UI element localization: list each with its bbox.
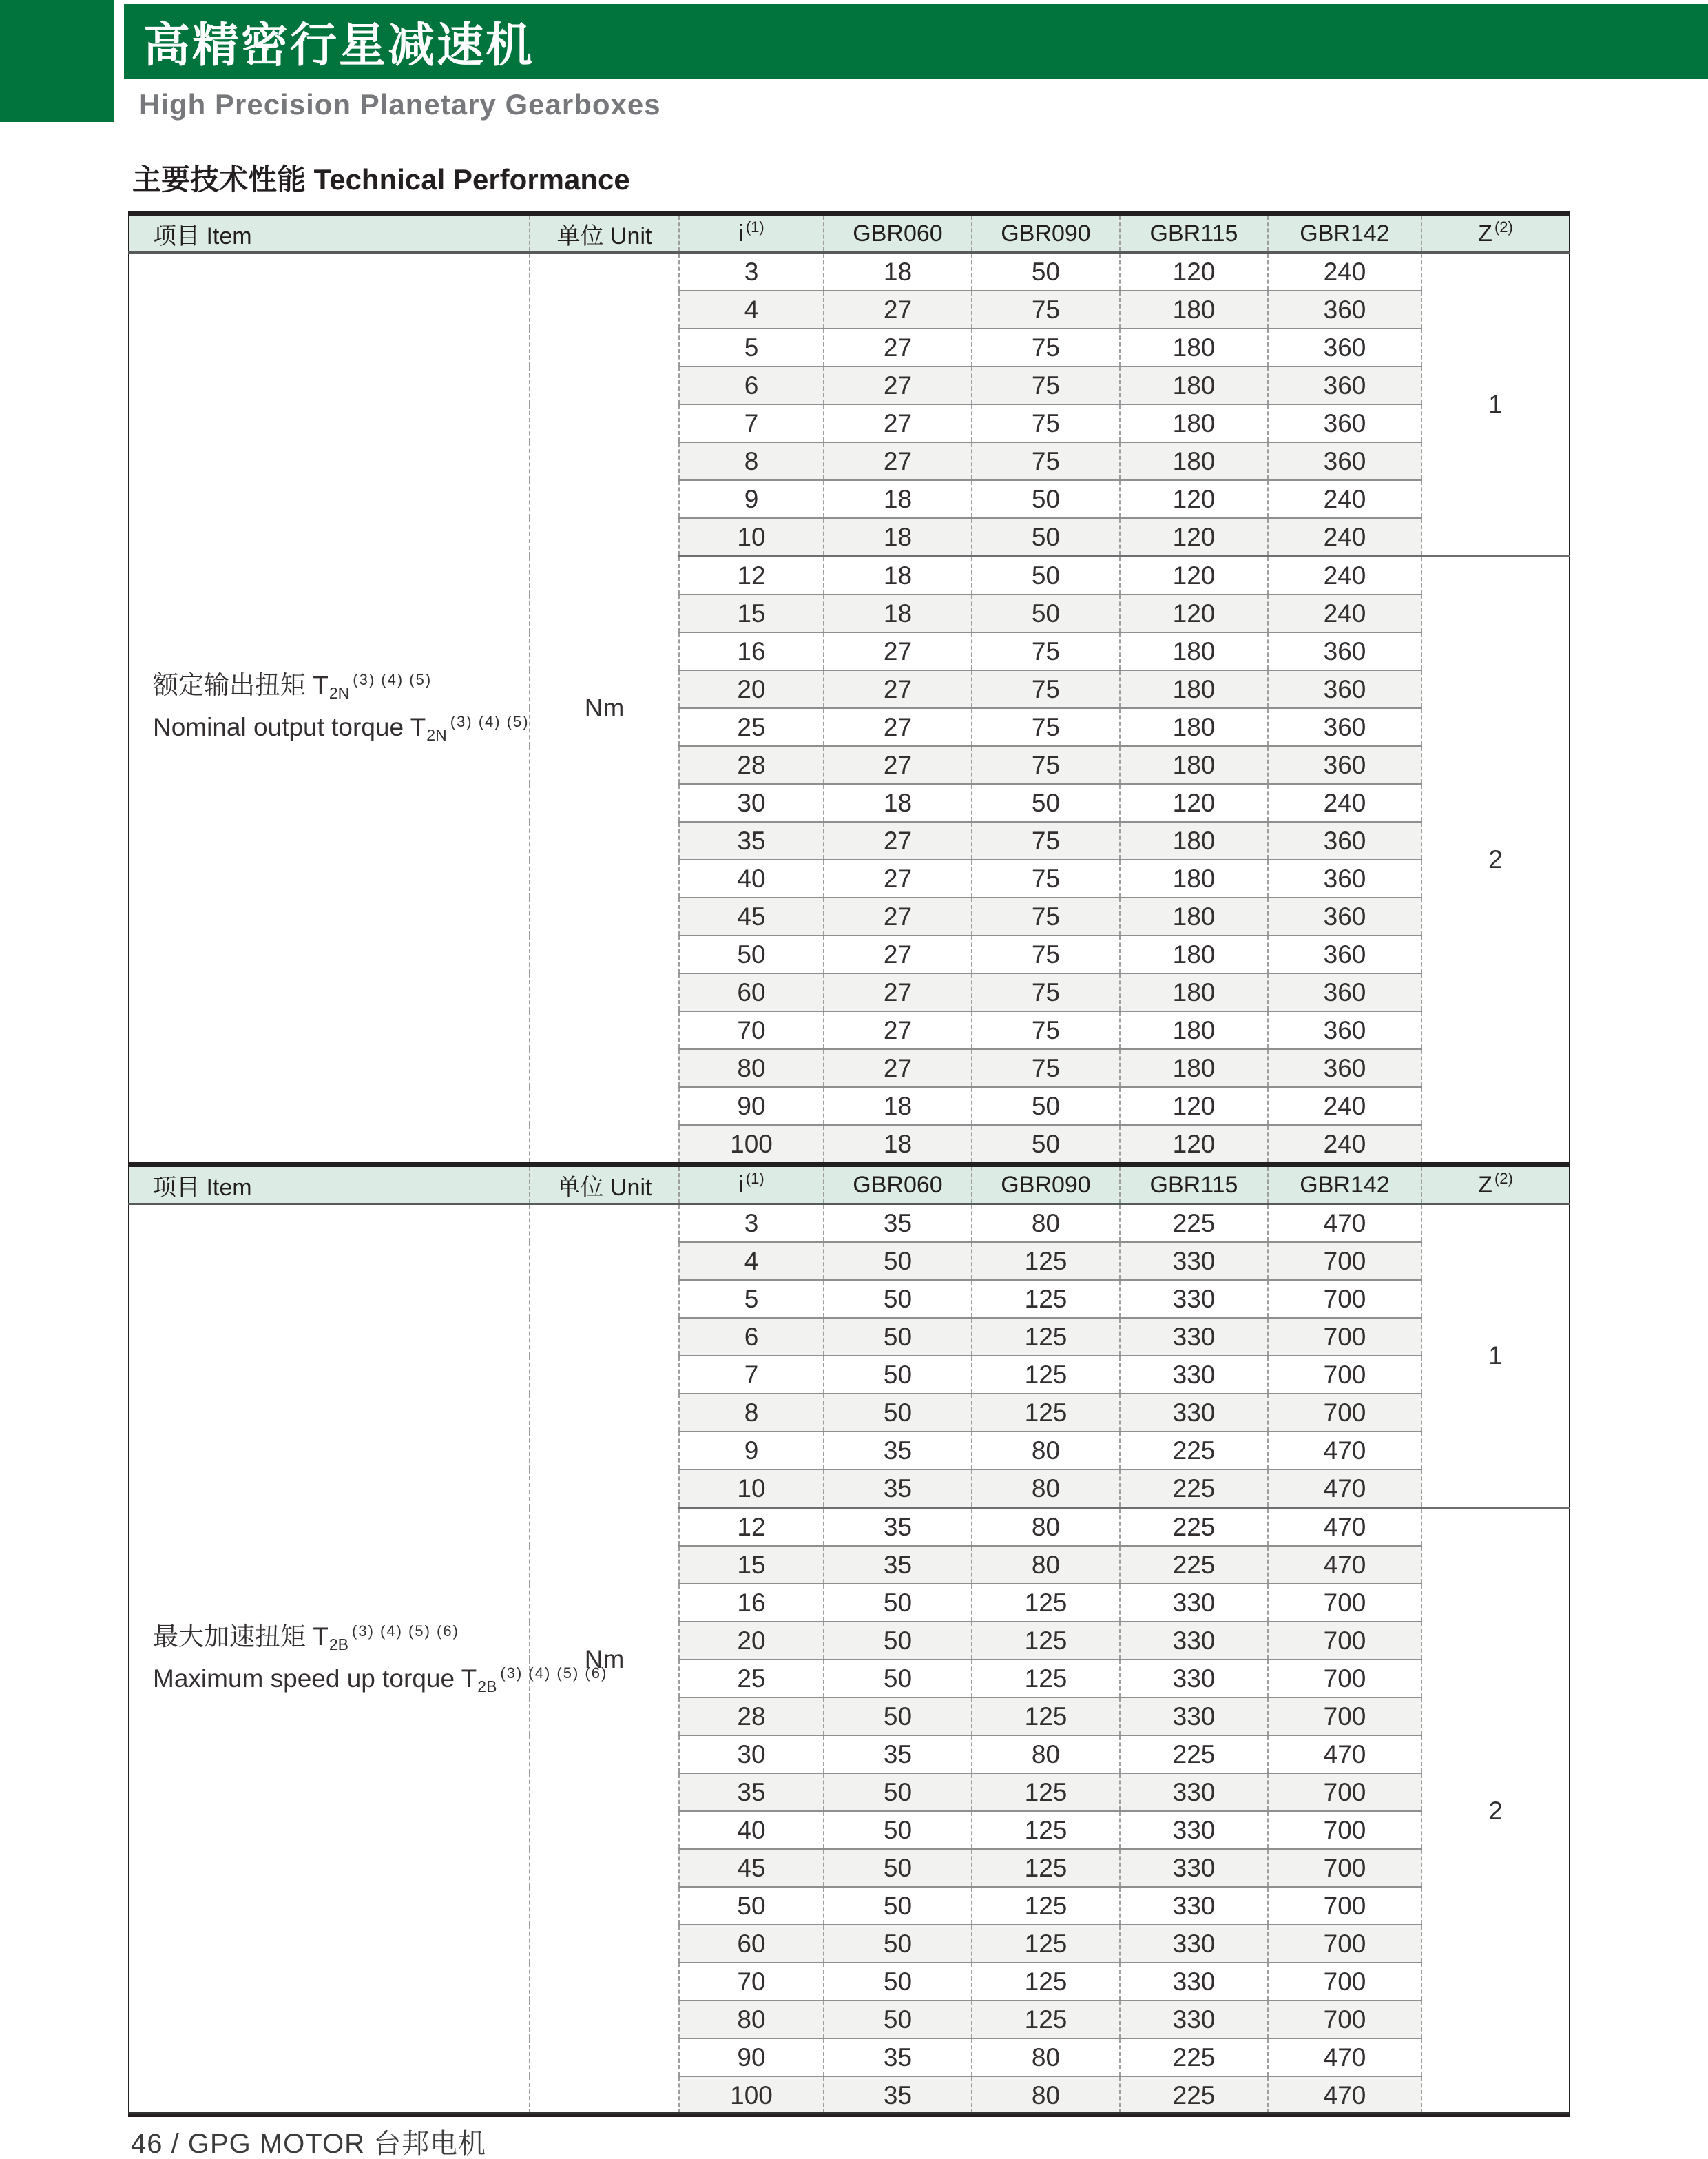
value-cell: 330 — [1120, 1963, 1268, 2001]
value-cell: 125 — [972, 1622, 1120, 1660]
section-title: 主要技术性能 Technical Performance — [132, 163, 630, 196]
value-cell: 700 — [1268, 1963, 1421, 2001]
value-cell: 225 — [1120, 1432, 1268, 1469]
value-cell: 18 — [824, 253, 972, 291]
value-cell: 240 — [1268, 595, 1421, 632]
table-body — [129, 253, 1570, 1164]
ratio-cell: 7 — [679, 404, 824, 442]
value-cell: 80 — [972, 2038, 1120, 2076]
value-cell: 330 — [1120, 1811, 1268, 1849]
value-cell: 225 — [1120, 1508, 1268, 1547]
value-cell: 27 — [824, 329, 972, 366]
value-cell: 360 — [1268, 822, 1421, 860]
value-cell: 700 — [1268, 1811, 1421, 1849]
value-cell: 50 — [972, 595, 1120, 632]
value-cell: 360 — [1268, 860, 1421, 898]
value-cell: 35 — [824, 1735, 972, 1773]
value-cell: 700 — [1268, 1242, 1421, 1280]
value-cell: 330 — [1120, 1584, 1268, 1622]
value-cell: 330 — [1120, 1622, 1268, 1660]
footnote-superscript: (3) (4) (5) — [353, 670, 433, 688]
value-cell: 125 — [972, 1280, 1120, 1318]
value-cell: 35 — [824, 1432, 972, 1469]
value-cell: 75 — [972, 746, 1120, 784]
value-cell: 180 — [1120, 404, 1268, 442]
column-header-model: GBR115 — [1120, 1165, 1268, 1204]
value-cell: 75 — [972, 329, 1120, 366]
value-cell: 75 — [972, 936, 1120, 973]
value-cell: 330 — [1120, 1356, 1268, 1394]
ratio-cell: 7 — [679, 1356, 824, 1394]
value-cell: 75 — [972, 632, 1120, 670]
column-header-unit: 单位 Unit — [530, 1165, 679, 1204]
value-cell: 360 — [1268, 936, 1421, 973]
item-cell — [129, 253, 530, 1164]
value-cell: 700 — [1268, 1394, 1421, 1432]
value-cell: 50 — [824, 1584, 972, 1622]
table-header — [129, 214, 1570, 253]
item-label-cn: 最大加速扭矩 $T2B^{(3) (4) (5) (6)}$ — [153, 1622, 459, 1653]
value-cell: 125 — [972, 1887, 1120, 1925]
ratio-cell: 12 — [679, 557, 824, 595]
value-cell: 50 — [824, 1356, 972, 1394]
value-cell: 27 — [824, 898, 972, 936]
value-cell: 360 — [1268, 973, 1421, 1011]
ratio-cell: 45 — [679, 898, 824, 936]
value-cell: 330 — [1120, 1849, 1268, 1887]
column-header-z: Z $^{(2)}$ — [1421, 214, 1570, 253]
value-cell: 180 — [1120, 632, 1268, 670]
value-cell: 180 — [1120, 898, 1268, 936]
value-cell: 360 — [1268, 442, 1421, 480]
footnote-superscript: (3) (4) (5) — [450, 712, 530, 730]
value-cell: 120 — [1120, 253, 1268, 291]
value-cell: 27 — [824, 1049, 972, 1087]
value-cell: 35 — [824, 2076, 972, 2116]
value-cell: 125 — [972, 2001, 1120, 2038]
value-cell: 360 — [1268, 329, 1421, 366]
ratio-cell: 10 — [679, 1469, 824, 1508]
ratio-cell: 40 — [679, 1811, 824, 1849]
value-cell: 225 — [1120, 1469, 1268, 1508]
value-cell: 75 — [972, 1049, 1120, 1087]
technical-performance-table — [128, 1163, 1570, 2117]
value-cell: 180 — [1120, 822, 1268, 860]
symbol-subscript: 2N — [426, 725, 447, 744]
value-cell: 125 — [972, 1963, 1120, 2001]
ratio-cell: 6 — [679, 1318, 824, 1356]
ratio-cell: 4 — [679, 291, 824, 329]
value-cell: 18 — [824, 595, 972, 632]
unit-cell: Nm — [530, 253, 679, 1164]
value-cell: 180 — [1120, 442, 1268, 480]
value-cell: 50 — [972, 253, 1120, 291]
value-cell: 360 — [1268, 632, 1421, 670]
value-cell: 330 — [1120, 2001, 1268, 2038]
value-cell: 18 — [824, 518, 972, 557]
ratio-cell: 5 — [679, 329, 824, 366]
value-cell: 470 — [1268, 1204, 1421, 1243]
value-cell: 700 — [1268, 2001, 1421, 2038]
value-cell: 700 — [1268, 1584, 1421, 1622]
footnote-superscript: (2) — [1494, 218, 1513, 236]
value-cell: 360 — [1268, 708, 1421, 746]
ratio-cell: 6 — [679, 366, 824, 404]
value-cell: 35 — [824, 1469, 972, 1508]
value-cell: 120 — [1120, 595, 1268, 632]
value-cell: 700 — [1268, 1660, 1421, 1697]
technical-table-nominal-output-torque — [128, 211, 1569, 1166]
value-cell: 50 — [824, 2001, 972, 2038]
value-cell: 240 — [1268, 480, 1421, 518]
value-cell: 50 — [972, 1087, 1120, 1125]
value-cell: 120 — [1120, 518, 1268, 557]
z-cell: 2 — [1421, 1508, 1570, 2116]
column-header-model: GBR090 — [972, 1165, 1120, 1204]
item-label-en: Maximum speed up torque $T2B^{(3) (4) (5) (6)}$ — [153, 1664, 608, 1695]
value-cell: 470 — [1268, 2038, 1421, 2076]
ratio-cell: 80 — [679, 2001, 824, 2038]
column-header-model: GBR142 — [1268, 214, 1421, 253]
value-cell: 50 — [824, 1280, 972, 1318]
value-cell: 50 — [824, 1849, 972, 1887]
z-cell: 2 — [1421, 557, 1570, 1164]
value-cell: 700 — [1268, 1356, 1421, 1394]
value-cell: 125 — [972, 1584, 1120, 1622]
value-cell: 180 — [1120, 973, 1268, 1011]
value-cell: 360 — [1268, 746, 1421, 784]
value-cell: 240 — [1268, 1125, 1421, 1164]
value-cell: 125 — [972, 1811, 1120, 1849]
value-cell: 50 — [972, 480, 1120, 518]
value-cell: 50 — [824, 1394, 972, 1432]
value-cell: 18 — [824, 1125, 972, 1164]
ratio-cell: 12 — [679, 1508, 824, 1547]
table-row — [129, 1204, 1570, 1243]
column-header-unit: 单位 Unit — [530, 214, 679, 253]
value-cell: 470 — [1268, 2076, 1421, 2116]
value-cell: 225 — [1120, 1735, 1268, 1773]
value-cell: 35 — [824, 1508, 972, 1547]
value-cell: 27 — [824, 746, 972, 784]
ratio-cell: 3 — [679, 253, 824, 291]
value-cell: 75 — [972, 291, 1120, 329]
table-header — [129, 1165, 1570, 1204]
footnote-superscript: (3) (4) (5) (6) — [352, 1622, 459, 1640]
value-cell: 27 — [824, 708, 972, 746]
ratio-cell: 4 — [679, 1242, 824, 1280]
ratio-cell: 60 — [679, 1925, 824, 1963]
value-cell: 27 — [824, 404, 972, 442]
value-cell: 360 — [1268, 898, 1421, 936]
ratio-cell: 80 — [679, 1049, 824, 1087]
value-cell: 27 — [824, 860, 972, 898]
value-cell: 330 — [1120, 1394, 1268, 1432]
value-cell: 330 — [1120, 1925, 1268, 1963]
value-cell: 360 — [1268, 1049, 1421, 1087]
value-cell: 50 — [824, 1242, 972, 1280]
header-row — [129, 214, 1570, 253]
ratio-cell: 3 — [679, 1204, 824, 1243]
value-cell: 27 — [824, 822, 972, 860]
value-cell: 75 — [972, 670, 1120, 708]
value-cell: 120 — [1120, 557, 1268, 595]
value-cell: 225 — [1120, 2076, 1268, 2116]
value-cell: 180 — [1120, 708, 1268, 746]
page-title: 高精密行星减速机 — [143, 19, 535, 72]
value-cell: 330 — [1120, 1280, 1268, 1318]
ratio-cell: 100 — [679, 2076, 824, 2116]
value-cell: 120 — [1120, 1125, 1268, 1164]
value-cell: 50 — [824, 1697, 972, 1735]
ratio-cell: 50 — [679, 936, 824, 973]
footnote-superscript: (1) — [745, 1169, 764, 1187]
ratio-cell: 9 — [679, 480, 824, 518]
ratio-cell: 15 — [679, 595, 824, 632]
value-cell: 180 — [1120, 746, 1268, 784]
value-cell: 225 — [1120, 1204, 1268, 1243]
value-cell: 18 — [824, 557, 972, 595]
value-cell: 125 — [972, 1356, 1120, 1394]
value-cell: 50 — [824, 1773, 972, 1811]
value-cell: 180 — [1120, 936, 1268, 973]
value-cell: 470 — [1268, 1508, 1421, 1547]
item-label-en: Nominal output torque $T2N^{(3) (4) (5)}$ — [153, 712, 530, 744]
value-cell: 700 — [1268, 1849, 1421, 1887]
column-header-ratio: i $^{(1)}$ — [679, 214, 824, 253]
symbol-subscript: 2B — [477, 1677, 497, 1695]
unit-cell: Nm — [530, 1204, 679, 2116]
value-cell: 80 — [972, 1469, 1120, 1508]
value-cell: 120 — [1120, 480, 1268, 518]
value-cell: 50 — [824, 1660, 972, 1697]
z-cell: 1 — [1421, 1204, 1570, 1508]
column-header-item: 项目 Item — [129, 214, 530, 253]
value-cell: 50 — [972, 1125, 1120, 1164]
value-cell: 470 — [1268, 1469, 1421, 1508]
value-cell: 80 — [972, 1508, 1120, 1547]
ratio-cell: 5 — [679, 1280, 824, 1318]
value-cell: 50 — [972, 518, 1120, 557]
value-cell: 50 — [824, 1925, 972, 1963]
ratio-cell: 40 — [679, 860, 824, 898]
value-cell: 330 — [1120, 1242, 1268, 1280]
value-cell: 80 — [972, 1204, 1120, 1243]
value-cell: 80 — [972, 1546, 1120, 1584]
column-header-item: 项目 Item — [129, 1165, 530, 1204]
value-cell: 50 — [972, 784, 1120, 822]
technical-performance-table — [128, 211, 1570, 1166]
column-header-model: GBR060 — [824, 1165, 972, 1204]
column-header-model: GBR142 — [1268, 1165, 1421, 1204]
technical-table-maximum-speed-up-torque — [128, 1163, 1569, 2117]
ratio-cell: 15 — [679, 1546, 824, 1584]
value-cell: 125 — [972, 1318, 1120, 1356]
value-cell: 180 — [1120, 329, 1268, 366]
value-cell: 27 — [824, 442, 972, 480]
ratio-cell: 10 — [679, 518, 824, 557]
value-cell: 700 — [1268, 1280, 1421, 1318]
value-cell: 330 — [1120, 1318, 1268, 1356]
value-cell: 330 — [1120, 1660, 1268, 1697]
footnote-superscript: (2) — [1494, 1169, 1513, 1187]
value-cell: 27 — [824, 632, 972, 670]
value-cell: 75 — [972, 898, 1120, 936]
ratio-cell: 9 — [679, 1432, 824, 1469]
value-cell: 80 — [972, 1735, 1120, 1773]
ratio-cell: 50 — [679, 1887, 824, 1925]
value-cell: 75 — [972, 973, 1120, 1011]
value-cell: 225 — [1120, 1546, 1268, 1584]
value-cell: 27 — [824, 936, 972, 973]
header-row — [129, 1165, 1570, 1204]
value-cell: 50 — [972, 557, 1120, 595]
value-cell: 35 — [824, 2038, 972, 2076]
value-cell: 27 — [824, 291, 972, 329]
value-cell: 125 — [972, 1660, 1120, 1697]
value-cell: 700 — [1268, 1887, 1421, 1925]
value-cell: 360 — [1268, 1011, 1421, 1049]
value-cell: 35 — [824, 1546, 972, 1584]
value-cell: 27 — [824, 1011, 972, 1049]
value-cell: 50 — [824, 1318, 972, 1356]
value-cell: 75 — [972, 442, 1120, 480]
ratio-cell: 20 — [679, 1622, 824, 1660]
value-cell: 75 — [972, 708, 1120, 746]
value-cell: 18 — [824, 480, 972, 518]
page-banner — [124, 4, 1708, 79]
value-cell: 330 — [1120, 1887, 1268, 1925]
value-cell: 180 — [1120, 1011, 1268, 1049]
value-cell: 50 — [824, 1811, 972, 1849]
value-cell: 50 — [824, 1887, 972, 1925]
value-cell: 50 — [824, 1963, 972, 2001]
table-row — [129, 253, 1570, 291]
item-label-cn: 额定输出扭矩 $T2N^{(3) (4) (5)}$ — [153, 670, 433, 702]
value-cell: 330 — [1120, 1773, 1268, 1811]
ratio-cell: 90 — [679, 1087, 824, 1125]
value-cell: 240 — [1268, 784, 1421, 822]
value-cell: 125 — [972, 1773, 1120, 1811]
value-cell: 240 — [1268, 253, 1421, 291]
value-cell: 180 — [1120, 1049, 1268, 1087]
value-cell: 180 — [1120, 291, 1268, 329]
value-cell: 27 — [824, 670, 972, 708]
value-cell: 125 — [972, 1242, 1120, 1280]
ratio-cell: 16 — [679, 1584, 824, 1622]
value-cell: 18 — [824, 784, 972, 822]
symbol-subscript: 2N — [329, 683, 350, 702]
value-cell: 18 — [824, 1087, 972, 1125]
ratio-cell: 35 — [679, 822, 824, 860]
ratio-cell: 70 — [679, 1011, 824, 1049]
z-cell: 1 — [1421, 253, 1570, 557]
ratio-cell: 35 — [679, 1773, 824, 1811]
table-body — [129, 1204, 1570, 2116]
page-subtitle: High Precision Planetary Gearboxes — [139, 88, 661, 121]
value-cell: 360 — [1268, 670, 1421, 708]
ratio-cell: 90 — [679, 2038, 824, 2076]
value-cell: 80 — [972, 2076, 1120, 2116]
ratio-cell: 8 — [679, 442, 824, 480]
column-header-model: GBR115 — [1120, 214, 1268, 253]
value-cell: 700 — [1268, 1697, 1421, 1735]
value-cell: 700 — [1268, 1773, 1421, 1811]
value-cell: 120 — [1120, 1087, 1268, 1125]
ratio-cell: 100 — [679, 1125, 824, 1164]
column-header-z: Z $^{(2)}$ — [1421, 1165, 1570, 1204]
ratio-cell: 28 — [679, 1697, 824, 1735]
column-header-model: GBR060 — [824, 214, 972, 253]
ratio-cell: 8 — [679, 1394, 824, 1432]
value-cell: 240 — [1268, 1087, 1421, 1125]
value-cell: 75 — [972, 366, 1120, 404]
ratio-cell: 30 — [679, 784, 824, 822]
value-cell: 180 — [1120, 366, 1268, 404]
value-cell: 120 — [1120, 784, 1268, 822]
symbol-subscript: 2B — [329, 1635, 349, 1653]
ratio-cell: 20 — [679, 670, 824, 708]
value-cell: 35 — [824, 1204, 972, 1243]
footer-rule — [128, 2112, 1569, 2114]
ratio-cell: 45 — [679, 1849, 824, 1887]
column-header-ratio: i $^{(1)}$ — [679, 1165, 824, 1204]
value-cell: 80 — [972, 1432, 1120, 1469]
ratio-cell: 28 — [679, 746, 824, 784]
value-cell: 240 — [1268, 518, 1421, 557]
value-cell: 125 — [972, 1849, 1120, 1887]
page-footer: 46 / GPG MOTOR 台邦电机 — [131, 2129, 487, 2159]
value-cell: 180 — [1120, 860, 1268, 898]
value-cell: 700 — [1268, 1318, 1421, 1356]
value-cell: 330 — [1120, 1697, 1268, 1735]
value-cell: 125 — [972, 1394, 1120, 1432]
value-cell: 75 — [972, 1011, 1120, 1049]
value-cell: 360 — [1268, 366, 1421, 404]
value-cell: 700 — [1268, 1925, 1421, 1963]
value-cell: 360 — [1268, 291, 1421, 329]
value-cell: 180 — [1120, 670, 1268, 708]
value-cell: 470 — [1268, 1432, 1421, 1469]
value-cell: 470 — [1268, 1546, 1421, 1584]
value-cell: 360 — [1268, 404, 1421, 442]
ratio-cell: 25 — [679, 1660, 824, 1697]
brand-corner-block — [0, 0, 114, 122]
value-cell: 75 — [972, 860, 1120, 898]
footnote-superscript: (3) (4) (5) (6) — [500, 1664, 608, 1682]
value-cell: 700 — [1268, 1622, 1421, 1660]
value-cell: 470 — [1268, 1735, 1421, 1773]
column-header-model: GBR090 — [972, 214, 1120, 253]
ratio-cell: 30 — [679, 1735, 824, 1773]
value-cell: 50 — [824, 1622, 972, 1660]
value-cell: 75 — [972, 822, 1120, 860]
ratio-cell: 16 — [679, 632, 824, 670]
value-cell: 27 — [824, 973, 972, 1011]
value-cell: 225 — [1120, 2038, 1268, 2076]
value-cell: 125 — [972, 1697, 1120, 1735]
value-cell: 240 — [1268, 557, 1421, 595]
ratio-cell: 70 — [679, 1963, 824, 2001]
value-cell: 125 — [972, 1925, 1120, 1963]
ratio-cell: 25 — [679, 708, 824, 746]
value-cell: 75 — [972, 404, 1120, 442]
value-cell: 27 — [824, 366, 972, 404]
ratio-cell: 60 — [679, 973, 824, 1011]
footnote-superscript: (1) — [745, 218, 764, 236]
